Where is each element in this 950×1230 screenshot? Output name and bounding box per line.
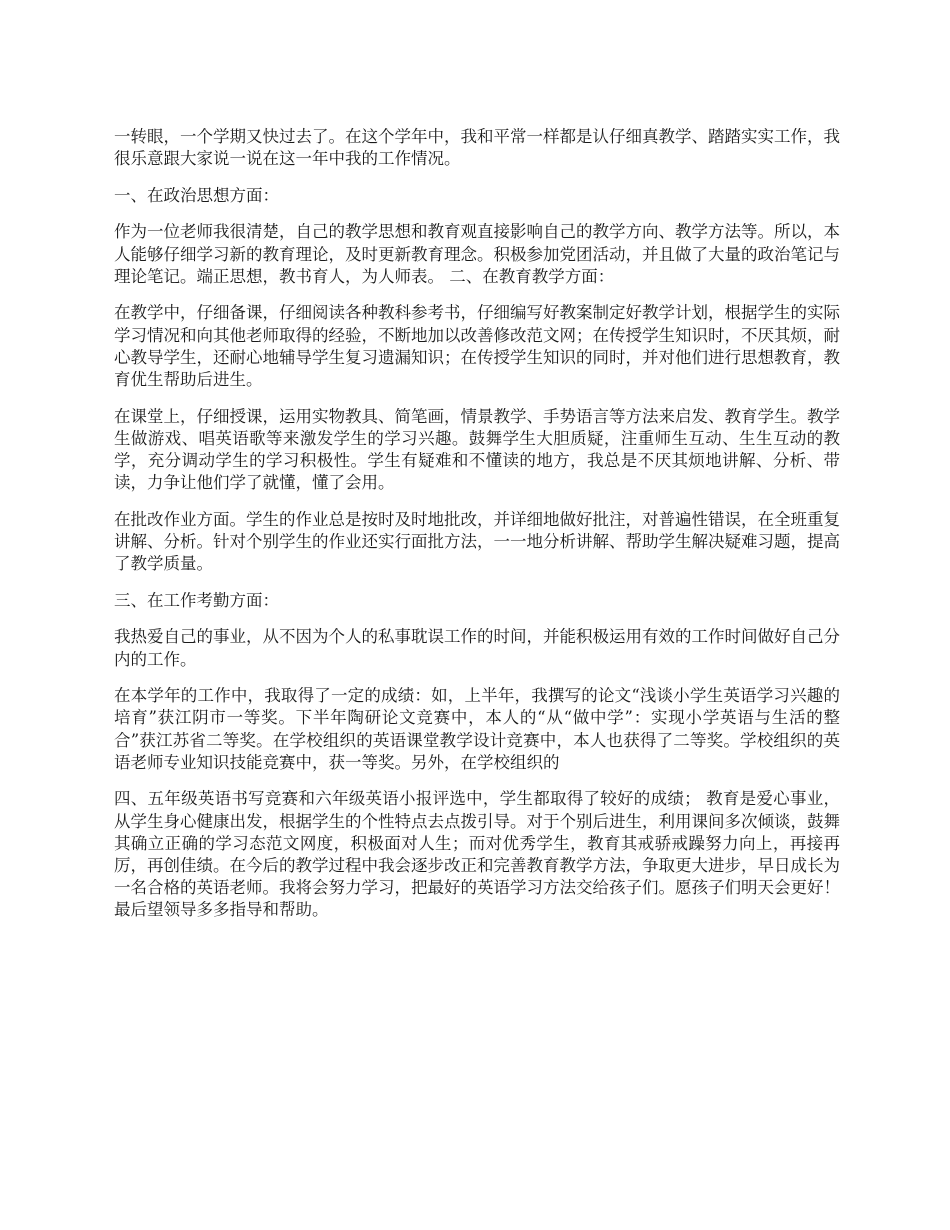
section-heading-attendance: 三、在工作考勤方面： <box>114 590 279 610</box>
intro-paragraph: 一转眼，一个学期又快过去了。在这个学年中，我和平常一样都是认仔细真教学、踏踏实实工作，我很乐意跟大家说一说在这一年中我的工作情况。 <box>114 127 840 169</box>
section-heading-political: 一、在政治思想方面： <box>114 185 279 205</box>
achievements-paragraph: 在本学年的工作中，我取得了一定的成绩：如，上半年，我撰写的论文“浅谈小学生英语学习兴趣的培育”获江阴市一等奖。下半年陶研论文竞赛中，本人的“从“做中学”：实现小学英语与生活的整合”获江苏省二等奖。在学校组织的英语课堂教学设计竞赛中，本人也获得了二等奖。学校组织的英语老师专业知识技能竞赛中，获一等奖。另外，在学校组织的 <box>114 686 840 772</box>
political-paragraph: 作为一位老师我很清楚，自己的教学思想和教育观直接影响自己的教学方向、教学方法等。所以，本人能够仔细学习新的教育理论，及时更新教育理念。积极参加党团活动，并且做了大量的政治笔记与理论笔记。端正思想，教书育人，为人师表。 二、在教育教学方面： <box>114 222 840 286</box>
closing-paragraph: 四、五年级英语书写竞赛和六年级英语小报评选中，学生都取得了较好的成绩； 教育是爱心事业，从学生身心健康出发，根据学生的个性特点去点拨引导。对于个别后进生，利用课间多次倾谈，鼓舞其确立正确的学习态范文网度，积极面对人生；而对优秀学生，教育其戒骄戒躁努力向上，再接再厉，再创佳绩。在今后的教学过程中我会逐步改正和完善教育教学方法，争取更大进步，早日成长为一名合格的英语老师。我将会努力学习，把最好的英语学习方法交给孩子们。愿孩子们明天会更好！ 最后望领导多多指导和帮助。 <box>114 789 840 920</box>
teaching-paragraph: 在教学中，仔细备课，仔细阅读各种教科参考书，仔细编写好教案制定好教学计划，根据学生的实际学习情况和向其他老师取得的经验，不断地加以改善修改范文网；在传授学生知识时，不厌其烦，耐心教导学生，还耐心地辅导学生复习遗漏知识；在传授学生知识的同时，并对他们进行思想教育，教育优生帮助后进生。 <box>114 303 840 389</box>
homework-paragraph: 在批改作业方面。学生的作业总是按时及时地批改，并详细地做好批注，对普遍性错误，在全班重复讲解、分析。针对个别学生的作业还实行面批方法，一一地分析讲解、帮助学生解决疑难习题，提高了教学质量。 <box>114 509 840 574</box>
classroom-paragraph: 在课堂上，仔细授课，运用实物教具、简笔画，情景教学、手势语言等方法来启发、教育学生。教学生做游戏、唱英语歌等来激发学生的学习兴趣。鼓舞学生大胆质疑，注重师生互动、生生互动的教学，充分调动学生的学习积极性。学生有疑难和不懂读的地方，我总是不厌其烦地讲解、分析、带读，力争让他们学了就懂，懂了会用。 <box>114 406 840 493</box>
attendance-paragraph: 我热爱自己的事业，从不因为个人的私事耽误工作的时间，并能积极运用有效的工作时间做好自己分内的工作。 <box>114 627 840 669</box>
document-body <box>114 126 840 936</box>
